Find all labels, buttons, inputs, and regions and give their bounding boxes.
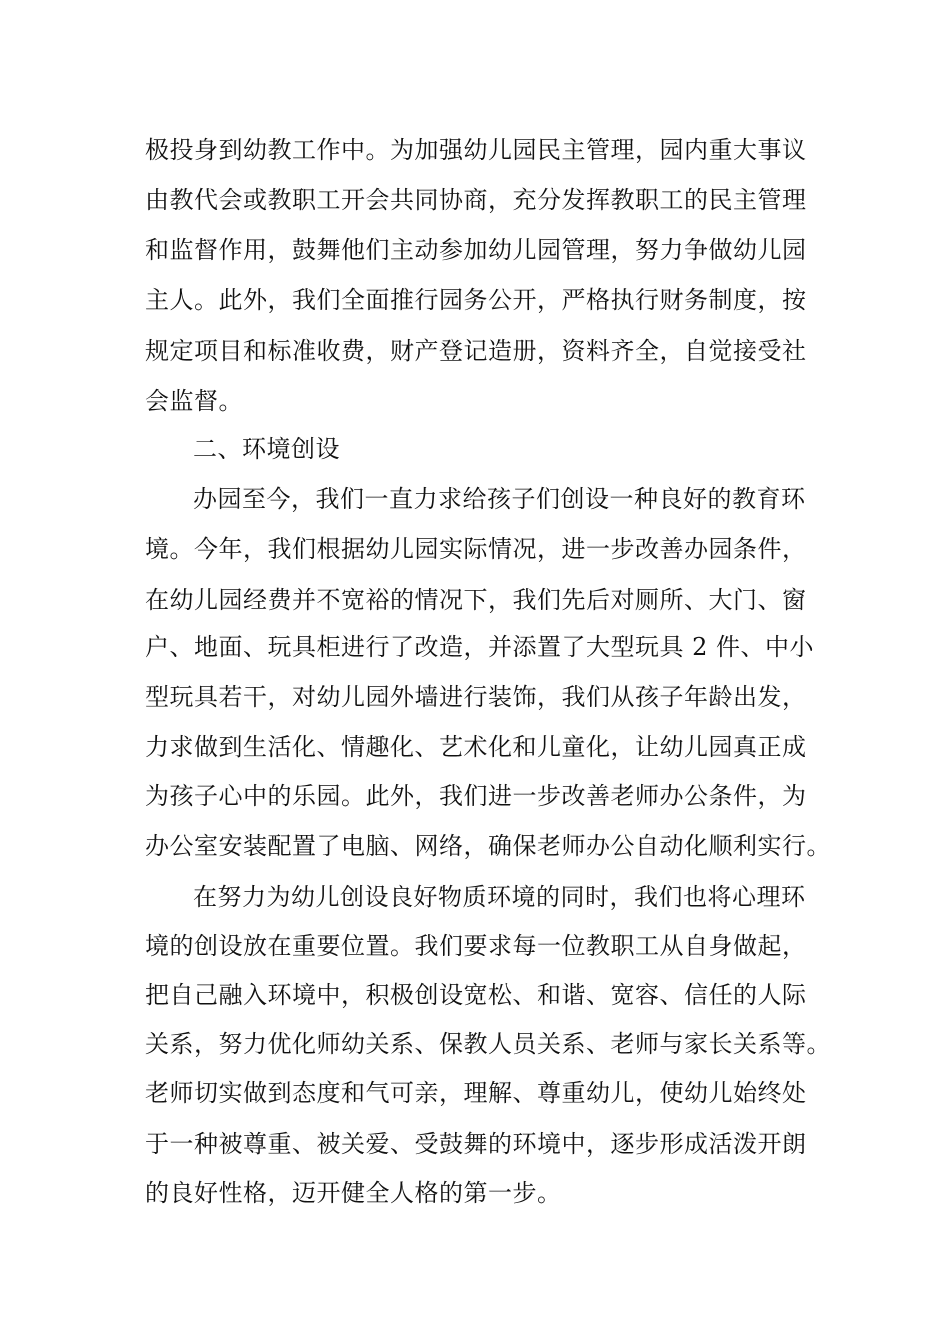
- text-line: 型玩具若干，对幼儿园外墙进行装饰，我们从孩子年龄出发，: [145, 683, 807, 711]
- text-line: 户、地面、玩具柜进行了改造，并添置了大型玩具 2 件、中小: [145, 633, 815, 661]
- text-line: 把自己融入环境中，积极创设宽松、和谐、宽容、信任的人际: [145, 981, 807, 1009]
- text-line: 由教代会或教职工开会共同协商，充分发挥教职工的民主管理: [145, 186, 807, 214]
- text-line: 境的创设放在重要位置。我们要求每一位教职工从自身做起，: [145, 932, 807, 960]
- text-line: 力求做到生活化、情趣化、艺术化和儿童化，让幼儿园真正成: [145, 733, 807, 761]
- section-heading: 二、环境创设: [193, 435, 340, 463]
- text-line: 为孩子心中的乐园。此外，我们进一步改善老师办公条件，为: [145, 782, 807, 810]
- text-line: 的良好性格，迈开健全人格的第一步。: [145, 1179, 562, 1207]
- text-line: 境。今年，我们根据幼儿园实际情况，进一步改善办园条件，: [145, 535, 807, 563]
- text-line: 老师切实做到态度和气可亲，理解、尊重幼儿，使幼儿始终处: [145, 1079, 807, 1107]
- text-line: 办园至今，我们一直力求给孩子们创设一种良好的教育环: [193, 485, 806, 513]
- text-line: 规定项目和标准收费，财产登记造册，资料齐全，自觉接受社: [145, 337, 807, 365]
- text-line: 会监督。: [145, 387, 243, 415]
- text-line: 关系，努力优化师幼关系、保教人员关系、老师与家长关系等。: [145, 1030, 831, 1058]
- text-line: 主人。此外，我们全面推行园务公开，严格执行财务制度，按: [145, 286, 807, 314]
- text-line: 极投身到幼教工作中。为加强幼儿园民主管理，园内重大事议: [145, 136, 807, 164]
- text-line: 在努力为幼儿创设良好物质环境的同时，我们也将心理环: [193, 883, 806, 911]
- text-line: 和监督作用，鼓舞他们主动参加幼儿园管理，努力争做幼儿园: [145, 236, 807, 264]
- text-line: 在幼儿园经费并不宽裕的情况下，我们先后对厕所、大门、窗: [145, 586, 807, 614]
- text-line: 办公室安装配置了电脑、网络，确保老师办公自动化顺利实行。: [145, 832, 831, 860]
- text-line: 于一种被尊重、被关爱、受鼓舞的环境中，逐步形成活泼开朗: [145, 1130, 807, 1158]
